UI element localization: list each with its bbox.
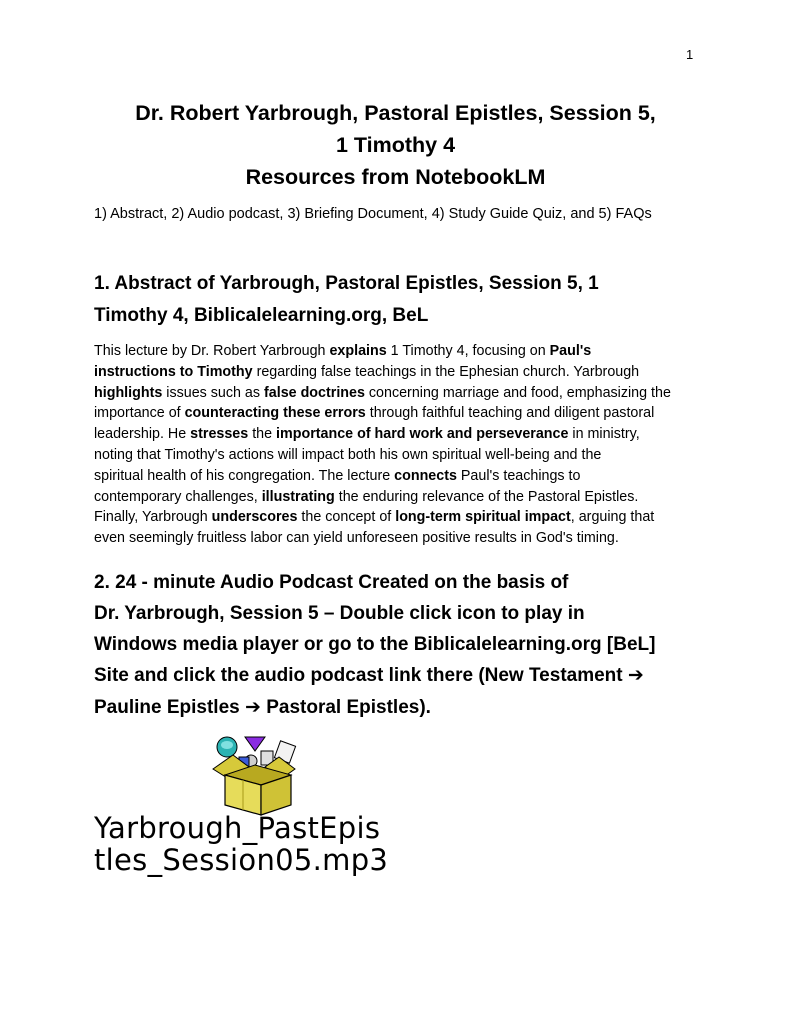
page-number: 1 [686, 47, 694, 62]
abstract-line: even seemingly fruitless labor can yield unforeseen positive results in God's timing. [94, 530, 619, 547]
podcast-heading [94, 568, 655, 724]
abstract-heading-line-2: Timothy 4, Biblicalelearning.org, BeL [94, 305, 429, 326]
podcast-heading-line-2: Dr. Yarbrough, Session 5 – Double click icon to play in [94, 602, 585, 624]
podcast-heading-line-1: 2. 24 - minute Audio Podcast Created on the basis of [94, 572, 569, 593]
file-name-line-1: Yarbrough_PastEpis [94, 811, 381, 845]
resource-list: 1) Abstract, 2) Audio podcast, 3) Briefing Document, 4) Study Guide Quiz, and 5) FAQs [94, 206, 652, 222]
abstract-heading-line-1: 1. Abstract of Yarbrough, Pastoral Epistles, Session 5, 1 [94, 273, 599, 294]
abstract-line: Finally, Yarbrough underscores the concept of long-term spiritual impact, arguing that [94, 509, 655, 526]
podcast-heading-line-4: Site and click the audio podcast link there (New Testament ➔ [94, 664, 644, 687]
title-line-2: 1 Timothy 4 [335, 133, 456, 157]
podcast-heading-line-5: Pauline Epistles ➔ Pastoral Epistles). [94, 696, 431, 719]
abstract-line: leadership. He stresses the importance of hard work and perseverance in ministry, [94, 426, 640, 443]
title-line-3: Resources from NotebookLM [245, 165, 546, 189]
abstract-line: noting that Timothy's actions will impact both his own spiritual well-being and the [94, 446, 602, 463]
package-icon[interactable] [205, 735, 305, 817]
abstract-paragraph [94, 341, 704, 549]
arrow-right-icon: ➔ [627, 664, 644, 687]
abstract-line: contemporary challenges, illustrating the enduring relevance of the Pastoral Epistles. [94, 488, 639, 505]
abstract-line: importance of counteracting these errors through faithful teaching and diligent pastoral [94, 405, 655, 422]
abstract-heading [94, 268, 599, 332]
title-line-1: Dr. Robert Yarbrough, Pastoral Epistles, Session 5, [135, 101, 656, 125]
abstract-line: instructions to Timothy regarding false teachings in the Ephesian church. Yarbrough [94, 363, 640, 380]
abstract-line: This lecture by Dr. Robert Yarbrough explains 1 Timothy 4, focusing on Paul's [94, 343, 592, 359]
podcast-heading-line-3: Windows media player or go to the Biblicalelearning.org [BeL] [94, 633, 656, 655]
abstract-line: highlights issues such as false doctrines concerning marriage and food, emphasizing the [94, 384, 671, 401]
audio-file-name[interactable] [94, 812, 388, 876]
abstract-line: spiritual health of his congregation. The lecture connects Paul's teachings to [94, 467, 581, 484]
arrow-right-icon: ➔ [245, 696, 261, 719]
page-title [0, 97, 791, 193]
file-name-line-2: tles_Session05.mp3 [94, 843, 389, 877]
